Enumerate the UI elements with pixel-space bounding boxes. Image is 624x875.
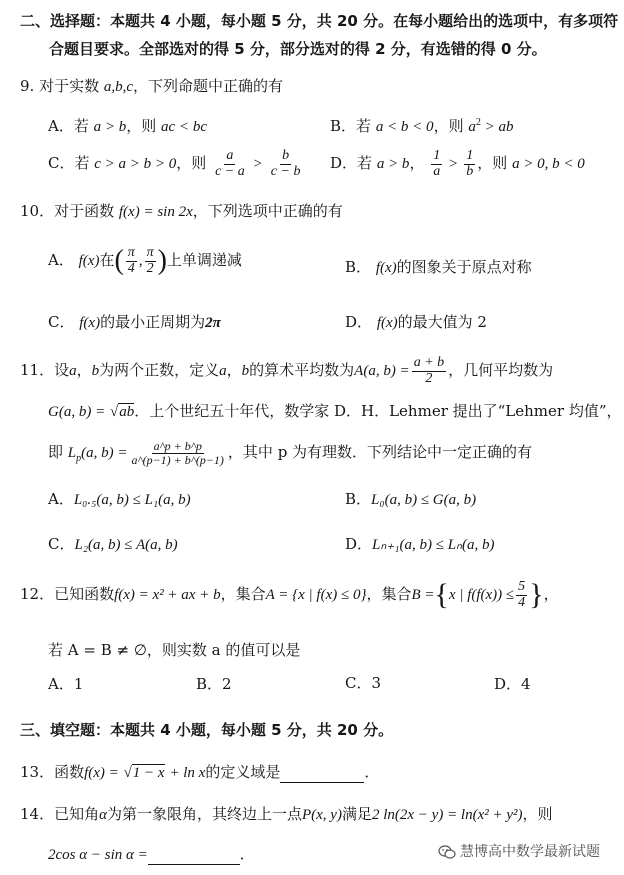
q9-d-frac1 bbox=[431, 149, 442, 179]
q11-b-expr: L₀(a, b) ≤ G(a, b) bbox=[371, 492, 477, 508]
q9-d-label: D．若 bbox=[330, 154, 373, 173]
q9-option-a bbox=[48, 117, 207, 137]
q9-b-res-pre: a bbox=[468, 119, 476, 135]
q11-line1-b: b bbox=[91, 363, 100, 380]
q11-option-b bbox=[345, 490, 476, 510]
q14-line1-mid: 为第一象限角，其终边上一点 bbox=[106, 805, 302, 823]
q10-c-fn: f(x) bbox=[79, 315, 101, 331]
q10-d-label: D． bbox=[345, 313, 373, 331]
q11-d-label: D． bbox=[345, 535, 373, 553]
q12-option-a: A．1 bbox=[48, 675, 84, 693]
q9-d-mid: ，则 bbox=[477, 154, 508, 173]
q13-pre: 13．函数 bbox=[20, 763, 85, 781]
q9-a-cond: a > b bbox=[93, 119, 127, 135]
q14-line2-end: ． bbox=[239, 845, 255, 863]
q11-c-label: C． bbox=[48, 535, 75, 553]
q12-line1-mid2: ，集合 bbox=[366, 585, 412, 604]
q10-a-frac1-num: π bbox=[127, 245, 135, 260]
q12-line1-setB-pre: B = bbox=[411, 587, 435, 604]
q13-fn-pre: f(x) = bbox=[84, 765, 119, 781]
q9-b-res-post: > ab bbox=[480, 119, 514, 135]
q11-line1-mid2: 为两个正数，定义 bbox=[99, 361, 220, 380]
q10-d-fn: f(x) bbox=[376, 315, 398, 331]
q10-stem bbox=[20, 202, 343, 222]
q11-a-label: A． bbox=[48, 490, 74, 508]
q9-c-frac2-num: b bbox=[282, 148, 290, 163]
q9-c-label: C．若 bbox=[48, 154, 90, 173]
q9-b-label: B．若 bbox=[330, 117, 372, 135]
q9-b-mid: ，则 bbox=[433, 117, 464, 135]
q9-c-frac2 bbox=[269, 149, 303, 179]
q11-line3-post: ，其中 p 为有理数．下列结论中一定正确的有 bbox=[227, 443, 533, 462]
q12-option-b: B．2 bbox=[196, 675, 232, 693]
q9-option-d bbox=[330, 149, 585, 179]
q11-line2 bbox=[48, 402, 622, 422]
q11-line1-mid3: ， bbox=[226, 361, 242, 380]
q9-d-frac1-den: a bbox=[433, 163, 441, 179]
q9-d-res: a > 0, b < 0 bbox=[512, 156, 585, 173]
q12-line1 bbox=[20, 580, 559, 610]
q10-a-in: 在 bbox=[99, 251, 115, 270]
q9-c-gt: > bbox=[253, 156, 263, 173]
q10-option-d bbox=[345, 313, 487, 333]
q10-a-rparen: ) bbox=[157, 245, 167, 277]
q11-line1-pre: 11．设 bbox=[20, 361, 70, 380]
q9-c-frac2-den: c − b bbox=[270, 163, 301, 179]
q11-line1-A: A(a, b) = bbox=[354, 363, 410, 380]
q11-line1-a2: a bbox=[219, 363, 227, 380]
q14-point: P(x, y) bbox=[301, 807, 342, 823]
q12-line2: 若 A = B ≠ ∅，则实数 a 的值可以是 bbox=[48, 641, 301, 659]
q11-b-label: B． bbox=[345, 490, 372, 508]
q12-line1-frac bbox=[516, 580, 527, 610]
q13-answer-blank[interactable] bbox=[280, 782, 364, 783]
q10-option-a bbox=[48, 246, 242, 276]
q11-line3-frac-den: a^(p−1) + b^(p−1) bbox=[131, 452, 224, 467]
wechat-icon bbox=[438, 845, 456, 859]
q10-a-comma: , bbox=[138, 253, 143, 270]
q10-a-frac1 bbox=[126, 246, 137, 276]
q11-line3 bbox=[48, 440, 532, 466]
q9-c-frac1-num: a bbox=[226, 148, 234, 163]
q10-a-lparen: ( bbox=[114, 245, 124, 277]
q9-stem-pre: 9. 对于实数 bbox=[20, 77, 100, 95]
q10-c-val: 2π bbox=[205, 315, 221, 331]
q10-a-label: A． bbox=[48, 251, 74, 270]
watermark-text: 慧博高中数学最新试题 bbox=[460, 844, 600, 860]
q14-answer-blank[interactable] bbox=[148, 864, 240, 865]
watermark bbox=[438, 844, 600, 862]
q12-line1-fn: f(x) = x² + ax + b bbox=[114, 587, 221, 604]
q11-line1-a: a bbox=[69, 363, 77, 380]
q9-a-label: A．若 bbox=[48, 117, 89, 135]
q10-a-frac1-den: 4 bbox=[127, 260, 135, 276]
q11-line3-frac bbox=[130, 440, 226, 466]
q12-line1-mid: ，集合 bbox=[220, 585, 266, 604]
q11-option-c bbox=[48, 535, 178, 555]
q10-a-frac2 bbox=[145, 246, 156, 276]
q11-line1-post: ，几何平均数为 bbox=[448, 361, 554, 380]
q13-sqrt: 1 − x bbox=[132, 765, 165, 781]
q12-option-c: C．3 bbox=[345, 674, 382, 692]
q11-line1 bbox=[20, 356, 553, 386]
q11-c-expr: L₂(a, b) ≤ A(a, b) bbox=[74, 537, 178, 553]
q9-c-cond: c > a > b > 0 bbox=[94, 156, 177, 173]
q9-d-gt: > bbox=[449, 156, 458, 173]
q11-line1-b2: b bbox=[241, 363, 250, 380]
q10-a-frac2-num: π bbox=[146, 245, 154, 260]
q9-d-cond: a > b bbox=[376, 156, 410, 173]
q11-line2-post: ．上个世纪五十年代，数学家 D．H．Lehmer 提出了“Lehmer 均值”， bbox=[134, 402, 622, 420]
q10-option-c bbox=[48, 313, 221, 333]
q10-a-frac2-den: 2 bbox=[146, 260, 154, 276]
q13-fn-post: + ln x bbox=[169, 765, 206, 781]
q9-c-frac1 bbox=[213, 149, 247, 179]
q12-option-d: D．4 bbox=[494, 675, 531, 693]
q13-sqrt-sign: √ bbox=[123, 765, 132, 781]
q12-line1-setB-body: x | f(f(x)) ≤ bbox=[448, 587, 515, 604]
q9-d-sep: ， bbox=[409, 154, 425, 173]
q9-d-frac2 bbox=[464, 149, 475, 179]
q10-c-label: C． bbox=[48, 313, 75, 331]
q11-a-expr: L₀.₅(a, b) ≤ L₁(a, b) bbox=[73, 492, 191, 508]
q11-line3-frac-num: a^p + b^p bbox=[153, 439, 202, 453]
q11-line2-sqrt: ab bbox=[119, 404, 135, 420]
q9-d-frac1-num: 1 bbox=[433, 148, 441, 163]
q9-stem-post: ，下列命题中正确的有 bbox=[133, 77, 284, 95]
q10-b-fn: f(x) bbox=[375, 260, 397, 276]
q12-line1-frac-num: 5 bbox=[518, 579, 526, 594]
q11-line2-G: G(a, b) = bbox=[48, 404, 106, 420]
q14-line1 bbox=[20, 805, 553, 825]
q10-stem-post: ，下列选项中正确的有 bbox=[192, 202, 343, 220]
q11-line3-Lsub: p bbox=[76, 453, 82, 465]
q11-line1-frac bbox=[412, 356, 446, 386]
q10-b-label: B． bbox=[345, 258, 372, 276]
q10-b-post: 的图象关于原点对称 bbox=[396, 258, 532, 276]
q9-c-frac1-den: c − a bbox=[215, 163, 245, 179]
q14-line2 bbox=[48, 845, 255, 865]
q14-eq: 2 ln(2x − y) = ln(x² + y²) bbox=[371, 807, 523, 823]
q11-line1-mid4: 的算术平均数为 bbox=[249, 361, 355, 380]
q14-line1-pre: 14．已知角 bbox=[20, 805, 100, 823]
q11-line3-pre: 即 bbox=[48, 443, 64, 462]
q14-line1-mid2: 满足 bbox=[341, 805, 372, 823]
q13-end: ． bbox=[364, 763, 380, 781]
q10-a-post: 上单调递减 bbox=[166, 251, 242, 270]
q14-line1-end: ，则 bbox=[522, 805, 553, 823]
q11-line1-frac-den: 2 bbox=[425, 370, 433, 386]
q14-alpha: α bbox=[99, 807, 107, 823]
q11-line1-mid1: ， bbox=[76, 361, 92, 380]
q11-line1-frac-num: a + b bbox=[413, 355, 445, 370]
q11-d-expr: Lₙ₊₁(a, b) ≤ Lₙ(a, b) bbox=[372, 537, 495, 553]
section2-header-line2: 合题目要求。全部选对的得 5 分，部分选对的得 2 分，有选错的得 0 分。 bbox=[49, 40, 547, 58]
q9-stem-vars: a,b,c bbox=[103, 79, 134, 95]
section3-header: 三、填空题：本题共 4 小题，每小题 5 分，共 20 分。 bbox=[20, 721, 394, 739]
q11-option-d bbox=[345, 535, 495, 555]
q12-line1-frac-den: 4 bbox=[518, 594, 526, 610]
q11-line3-L: L bbox=[67, 445, 77, 462]
q13-post: 的定义域是 bbox=[205, 763, 281, 781]
q10-option-b bbox=[345, 258, 532, 278]
q11-option-a bbox=[48, 490, 191, 510]
q10-d-post: 的最大值为 2 bbox=[397, 313, 487, 331]
q12-line1-lbrace: { bbox=[434, 578, 449, 612]
section2-header-line1: 二、选择题：本题共 4 小题，每小题 5 分，共 20 分。在每小题给出的选项中，有多项符 bbox=[20, 12, 619, 30]
q10-c-post: 的最小正周期为 bbox=[100, 313, 206, 331]
q12-line1-setA: A = {x | f(x) ≤ 0} bbox=[265, 587, 367, 604]
q9-a-mid: ，则 bbox=[126, 117, 157, 135]
q9-b-cond: a < b < 0 bbox=[375, 119, 434, 135]
q9-stem bbox=[20, 77, 283, 97]
q12-line1-end: ， bbox=[543, 585, 559, 604]
q9-c-mid: ，则 bbox=[176, 154, 207, 173]
q9-b-res-sup: 2 bbox=[475, 117, 481, 128]
q12-line1-pre: 12．已知函数 bbox=[20, 585, 115, 604]
q11-line2-sqrt-sign: √ bbox=[109, 404, 119, 420]
q9-d-frac2-den: b bbox=[466, 163, 474, 179]
q9-d-frac2-num: 1 bbox=[466, 148, 474, 163]
q9-a-res: ac < bc bbox=[161, 119, 207, 135]
q14-line2-expr: 2cos α − sin α = bbox=[48, 847, 148, 863]
q10-stem-fn: f(x) = sin 2x bbox=[118, 204, 193, 220]
q13 bbox=[20, 763, 379, 783]
q11-line3-args: (a, b) = bbox=[81, 445, 128, 462]
q9-option-b bbox=[330, 117, 513, 137]
q10-a-fn: f(x) bbox=[78, 253, 100, 270]
q9-option-c bbox=[48, 149, 304, 179]
q10-stem-pre: 10．对于函数 bbox=[20, 202, 115, 220]
q12-line1-rbrace: } bbox=[529, 578, 544, 612]
